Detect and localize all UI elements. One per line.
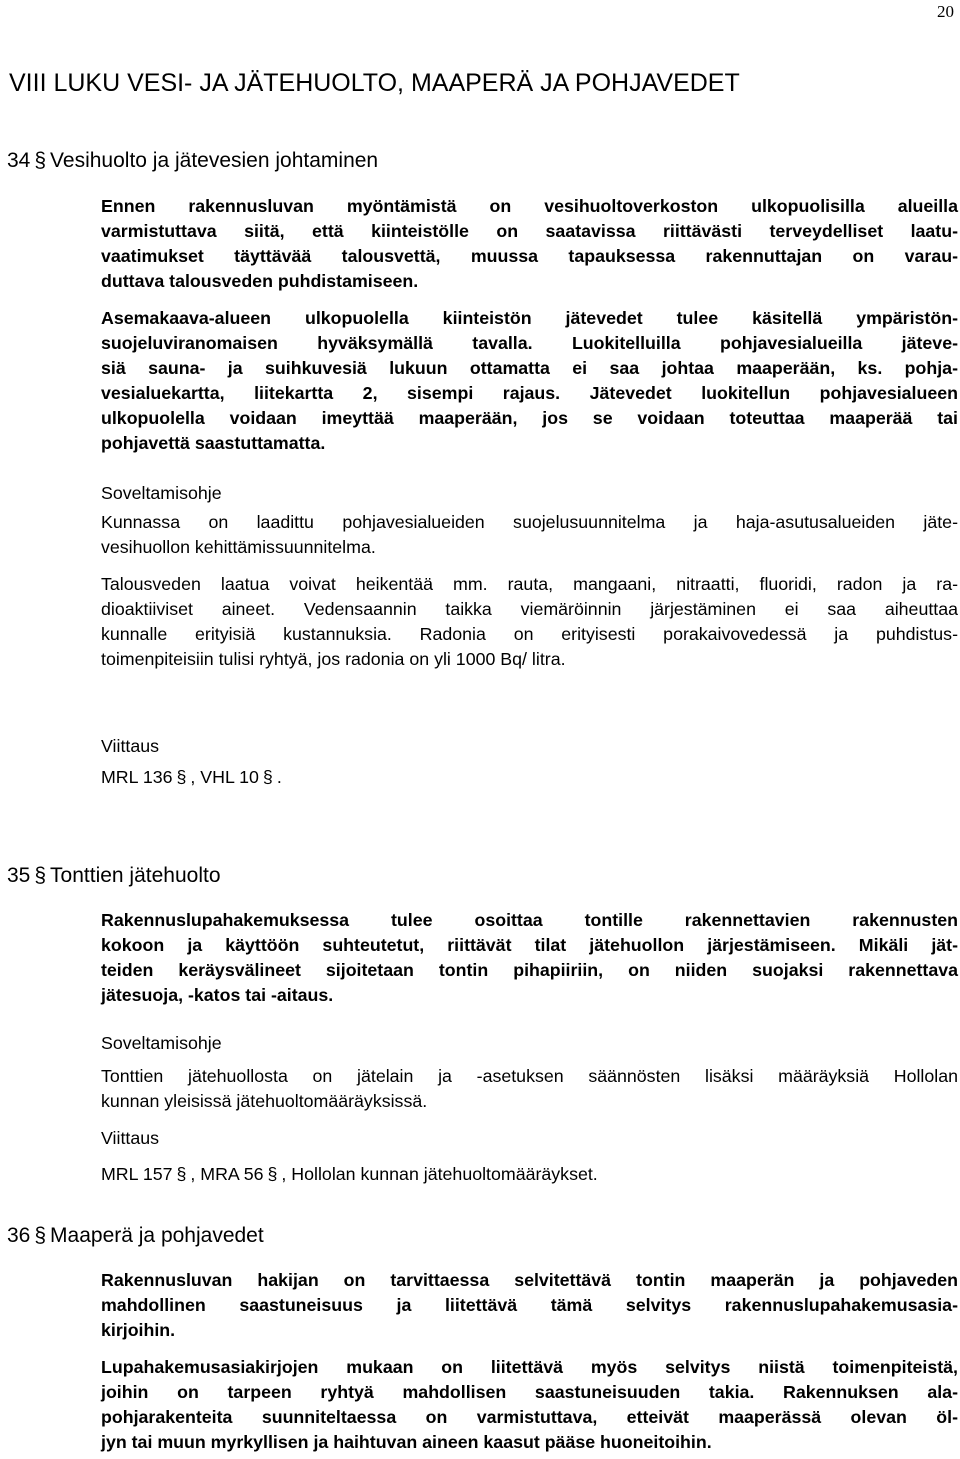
text-line: suojeluviranomaisen hyväksymällä tavalla. Luokitelluilla pohjavesialueilla jäteve- — [101, 333, 958, 354]
section-34-guidance-paragraph-1 — [101, 510, 958, 560]
text-line: kunnalle erityisiä kustannuksia. Radonia on erityisesti porakaivovedessä ja puhdistus- — [101, 624, 958, 645]
guidance-label: Soveltamisohje — [101, 483, 222, 503]
section-34-reference — [101, 765, 958, 790]
reference-item: MRL 136 — [101, 767, 173, 787]
text-line: kirjoihin. — [101, 1320, 176, 1341]
text-line: vesialuekartta, liitekartta 2, sisempi rajaus. Jätevedet luokitellun pohjavesialueen — [101, 383, 958, 404]
section-35-reference — [101, 1162, 958, 1187]
section-34-paragraph-1 — [101, 194, 958, 294]
paragraph-symbol-icon: § — [176, 1164, 187, 1184]
text-line: ulkopuolella voidaan imeyttää maaperään, jos se voidaan toteuttaa maaperää tai — [101, 408, 958, 429]
text-line: Ennen rakennusluvan myöntämistä on vesihuoltoverkoston ulkopuolisilla alueilla — [101, 196, 958, 216]
section-number: 36 — [7, 1224, 31, 1247]
text-line: Tonttien jätehuollosta on jätelain ja -asetuksen säännösten lisäksi määräyksiä Hollolan — [101, 1066, 958, 1086]
text-line: siä sauna- ja suihkuvesiä lukuun ottamatta ei saa johtaa maaperään, ks. pohja- — [101, 358, 958, 379]
section-number: 35 — [7, 864, 31, 887]
section-number: 34 — [7, 149, 31, 172]
paragraph-symbol-icon: § — [176, 767, 187, 787]
text-line: jätesuoja, -katos tai -aitaus. — [101, 985, 334, 1006]
text-line: vaatimukset täyttävää talousvettä, muussa tapauksessa rakennuttajan on varau- — [101, 246, 958, 267]
text-line: mahdollinen saastuneisuus ja liitettävä tämä selvitys rakennuslupahakemusasia- — [101, 1295, 958, 1316]
section-35-paragraph-1 — [101, 908, 958, 1008]
paragraph-symbol-icon: § — [34, 149, 47, 172]
section-34-paragraph-2 — [101, 306, 958, 457]
text-line: Rakennusluvan hakijan on tarvittaessa selvitettävä tontin maaperän ja pohjaveden — [101, 1270, 958, 1290]
text-line: toimenpiteisiin tulisi ryhtyä, jos radonia on yli 1000 Bq/ litra. — [101, 649, 566, 670]
section-35-heading — [7, 862, 221, 890]
text-line: duttava talousveden puhdistamiseen. — [101, 271, 419, 292]
section-36-paragraph-2 — [101, 1355, 958, 1455]
text-line: joihin on tarpeen ryhtyä mahdollisen saastuneisuuden takia. Rakennuksen ala- — [101, 1382, 958, 1403]
text-line: Kunnassa on laadittu pohjavesialueiden suojelusuunnitelma ja haja-asutusalueiden jäte- — [101, 512, 958, 532]
paragraph-symbol-icon: § — [34, 1224, 47, 1247]
paragraph-symbol-icon: § — [267, 1164, 278, 1184]
text-line: kokoon ja käyttöön suhteutetut, riittävät tilat jätehuollon järjestämiseen. Mikäli jät- — [101, 935, 958, 956]
text-line: dioaktiiviset aineet. Vedensaannin taikka viemäröinnin järjestäminen ei saa aiheuttaa — [101, 599, 958, 620]
section-title: Maaperä ja pohjavedet — [50, 1224, 264, 1247]
paragraph-symbol-icon: § — [262, 767, 273, 787]
reference-label: Viittaus — [101, 736, 159, 756]
text-line: Talousveden laatua voivat heikentää mm. rauta, mangaani, nitraatti, fluoridi, radon ja ra- — [101, 574, 958, 594]
text-line: varmistuttava siitä, että kiinteistölle on saatavissa riittävästi terveydelliset laatu- — [101, 221, 958, 242]
section-title: Vesihuolto ja jätevesien johtaminen — [50, 149, 379, 172]
text-line: kunnan yleisissä jätehuoltomääräyksissä. — [101, 1091, 428, 1112]
section-34-heading — [7, 147, 378, 175]
page-number: 20 — [937, 2, 954, 21]
reference-label: Viittaus — [101, 1128, 159, 1148]
text-line: vesihuollon kehittämissuunnitelma. — [101, 537, 376, 558]
reference-item: , VHL 10 — [190, 767, 259, 787]
reference-item: . — [276, 767, 282, 787]
section-title: Tonttien jätehuolto — [50, 864, 221, 887]
section-36-paragraph-1 — [101, 1268, 958, 1343]
text-line: Lupahakemusasiakirjojen mukaan on liitettävä myös selvitys niistä toimenpiteistä, — [101, 1357, 958, 1377]
text-line: teiden keräysvälineet sijoitetaan tontin pihapiiriin, on niiden suojaksi rakennettava — [101, 960, 958, 981]
reference-item: , Hollolan kunnan jätehuoltomääräykset. — [281, 1164, 598, 1184]
reference-item: , MRA 56 — [190, 1164, 264, 1184]
text-line: jyn tai muun myrkyllisen ja haihtuvan aineen kaasut pääse huoneitoihin. — [101, 1432, 712, 1453]
text-line: pohjarakenteita suunniteltaessa on varmistuttava, etteivät maaperässä olevan öl- — [101, 1407, 958, 1428]
text-line: pohjavettä saastuttamatta. — [101, 433, 326, 454]
text-line: Rakennuslupahakemuksessa tulee osoittaa tontille rakennettavien rakennusten — [101, 910, 958, 930]
section-36-heading — [7, 1222, 264, 1250]
section-34-guidance-paragraph-2 — [101, 572, 958, 672]
guidance-label: Soveltamisohje — [101, 1033, 222, 1053]
chapter-title: VIII LUKU VESI- JA JÄTEHUOLTO, MAAPERÄ JA POHJAVEDET — [9, 69, 740, 97]
section-35-guidance-paragraph-1 — [101, 1064, 958, 1114]
text-line: Asemakaava-alueen ulkopuolella kiinteistön jätevedet tulee käsitellä ympäristön- — [101, 308, 958, 328]
paragraph-symbol-icon: § — [34, 864, 47, 887]
reference-item: MRL 157 — [101, 1164, 173, 1184]
